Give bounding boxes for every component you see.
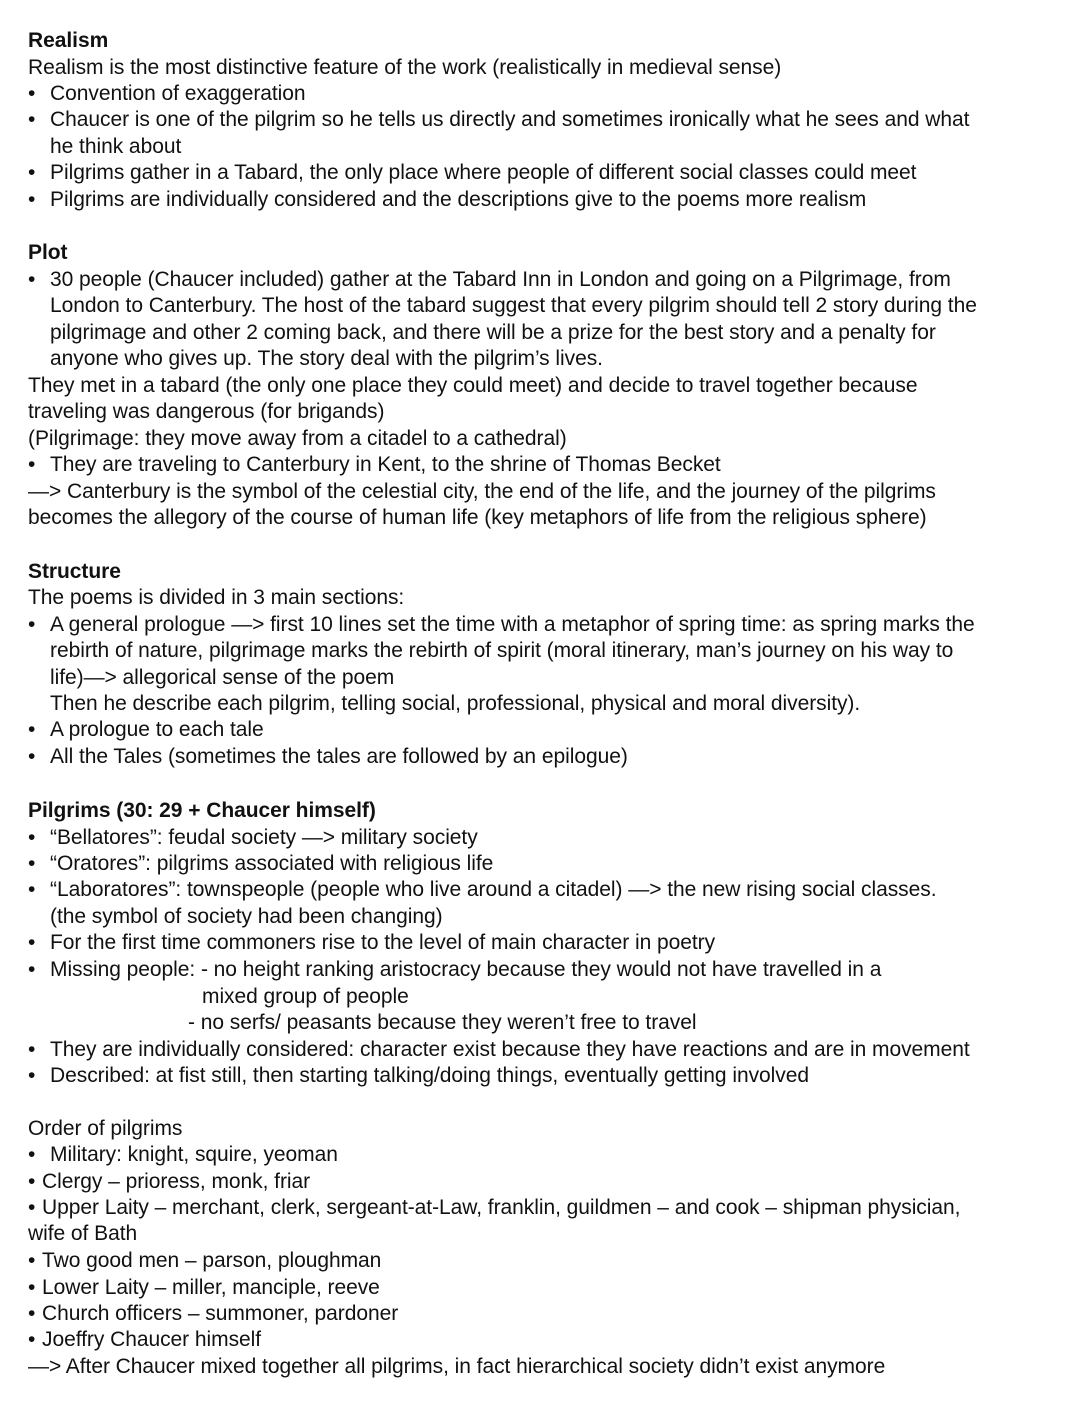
pilgrims-item-line: (the symbol of society had been changing) xyxy=(50,905,443,928)
order-item-line: wife of Bath xyxy=(28,1222,138,1245)
order-heading: Order of pilgrims xyxy=(28,1117,183,1140)
realism-item: Chaucer is one of the pilgrim so he tells us directly and sometimes ironically what he sees and what xyxy=(50,108,970,131)
pilgrims-item: “Bellatores”: feudal society —> military society xyxy=(50,826,478,849)
plot-item-line: London to Canterbury. The host of the tabard suggest that every pilgrim should tell 2 story during the xyxy=(50,294,977,317)
structure-item-line: A general prologue —> first 10 lines set the time with a metaphor of spring time: as spring marks the xyxy=(50,613,975,636)
realism-item: Pilgrims are individually considered and the descriptions give to the poems more realism xyxy=(50,188,867,211)
bullet-icon: • xyxy=(28,1302,36,1325)
plot-item-line: pilgrimage and other 2 coming back, and there will be a prize for the best story and a penalty for xyxy=(50,321,936,344)
bullet-icon: • xyxy=(28,878,36,901)
pilgrims-item-line: - no serfs/ peasants because they weren’t free to travel xyxy=(188,1011,697,1034)
order-item: Church officers – summoner, pardoner xyxy=(42,1302,399,1325)
pilgrims-item-line: “Laboratores”: townspeople (people who live around a citadel) —> the new rising social classes. xyxy=(50,878,937,901)
pilgrims-item: They are individually considered: character exist because they have reactions and are in movement xyxy=(50,1038,970,1061)
pilgrims-heading: Pilgrims (30: 29 + Chaucer himself) xyxy=(28,799,376,822)
bullet-icon: • xyxy=(28,1196,36,1219)
structure-heading: Structure xyxy=(28,560,121,583)
structure-item-line: Then he describe each pilgrim, telling social, professional, physical and moral diversity). xyxy=(50,692,861,715)
bullet-icon: • xyxy=(28,268,36,291)
plot-arrow-line: —> Canterbury is the symbol of the celestial city, the end of the life, and the journey of the pilgrims xyxy=(28,480,936,503)
pilgrims-item: “Oratores”: pilgrims associated with religious life xyxy=(50,852,494,875)
bullet-icon: • xyxy=(28,1328,36,1351)
order-item: Clergy – prioress, monk, friar xyxy=(42,1170,311,1193)
bullet-icon: • xyxy=(28,82,36,105)
pilgrims-item: For the first time commoners rise to the level of main character in poetry xyxy=(50,931,716,954)
bullet-icon: • xyxy=(28,613,36,636)
bullet-icon: • xyxy=(28,852,36,875)
bullet-icon: • xyxy=(28,1064,36,1087)
bullet-icon: • xyxy=(28,718,36,741)
pilgrims-item: Described: at fist still, then starting talking/doing things, eventually getting involved xyxy=(50,1064,809,1087)
order-conclusion: —> After Chaucer mixed together all pilgrims, in fact hierarchical society didn’t exist anymore xyxy=(28,1355,886,1378)
plot-heading: Plot xyxy=(28,241,68,264)
plot-arrow-line: becomes the allegory of the course of human life (key metaphors of life from the religious sphere) xyxy=(28,506,927,529)
order-item-line: Upper Laity – merchant, clerk, sergeant-at-Law, franklin, guildmen – and cook – shipman physician, xyxy=(42,1196,961,1219)
bullet-icon: • xyxy=(28,1276,36,1299)
bullet-icon: • xyxy=(28,108,36,131)
bullet-icon: • xyxy=(28,745,36,768)
realism-heading: Realism xyxy=(28,29,109,52)
structure-item-line: life)—> allegorical sense of the poem xyxy=(50,666,395,689)
structure-item: All the Tales (sometimes the tales are followed by an epilogue) xyxy=(50,745,628,768)
plot-para-line: They met in a tabard (the only one place they could meet) and decide to travel together because xyxy=(28,374,918,397)
bullet-icon: • xyxy=(28,188,36,211)
order-item: Lower Laity – miller, manciple, reeve xyxy=(42,1276,380,1299)
bullet-icon: • xyxy=(28,1249,36,1272)
plot-item-line: anyone who gives up. The story deal with the pilgrim’s lives. xyxy=(50,347,603,370)
realism-item-cont: he think about xyxy=(50,135,182,158)
structure-intro: The poems is divided in 3 main sections: xyxy=(28,586,405,609)
order-item: Joeffry Chaucer himself xyxy=(42,1328,262,1351)
bullet-icon: • xyxy=(28,826,36,849)
pilgrims-item-line: Missing people: - no height ranking aristocracy because they would not have travelled in a xyxy=(50,958,882,981)
structure-item: A prologue to each tale xyxy=(50,718,264,741)
plot-item-line: 30 people (Chaucer included) gather at the Tabard Inn in London and going on a Pilgrimage, from xyxy=(50,268,951,291)
bullet-icon: • xyxy=(28,1143,36,1166)
plot-item: They are traveling to Canterbury in Kent, to the shrine of Thomas Becket xyxy=(50,453,721,476)
bullet-icon: • xyxy=(28,958,36,981)
realism-intro: Realism is the most distinctive feature of the work (realistically in medieval sense) xyxy=(28,56,782,79)
order-item: Military: knight, squire, yeoman xyxy=(50,1143,338,1166)
bullet-icon: • xyxy=(28,1170,36,1193)
plot-para-line: traveling was dangerous (for brigands) xyxy=(28,400,385,423)
realism-item: Convention of exaggeration xyxy=(50,82,306,105)
bullet-icon: • xyxy=(28,1038,36,1061)
bullet-icon: • xyxy=(28,161,36,184)
pilgrims-item-line: mixed group of people xyxy=(202,985,409,1008)
bullet-icon: • xyxy=(28,453,36,476)
plot-para-line: (Pilgrimage: they move away from a citadel to a cathedral) xyxy=(28,427,567,450)
order-item: Two good men – parson, ploughman xyxy=(42,1249,382,1272)
structure-item-line: rebirth of nature, pilgrimage marks the rebirth of spirit (moral itinerary, man’s journey on his way to xyxy=(50,639,954,662)
bullet-icon: • xyxy=(28,931,36,954)
realism-item: Pilgrims gather in a Tabard, the only place where people of different social classes could meet xyxy=(50,161,917,184)
